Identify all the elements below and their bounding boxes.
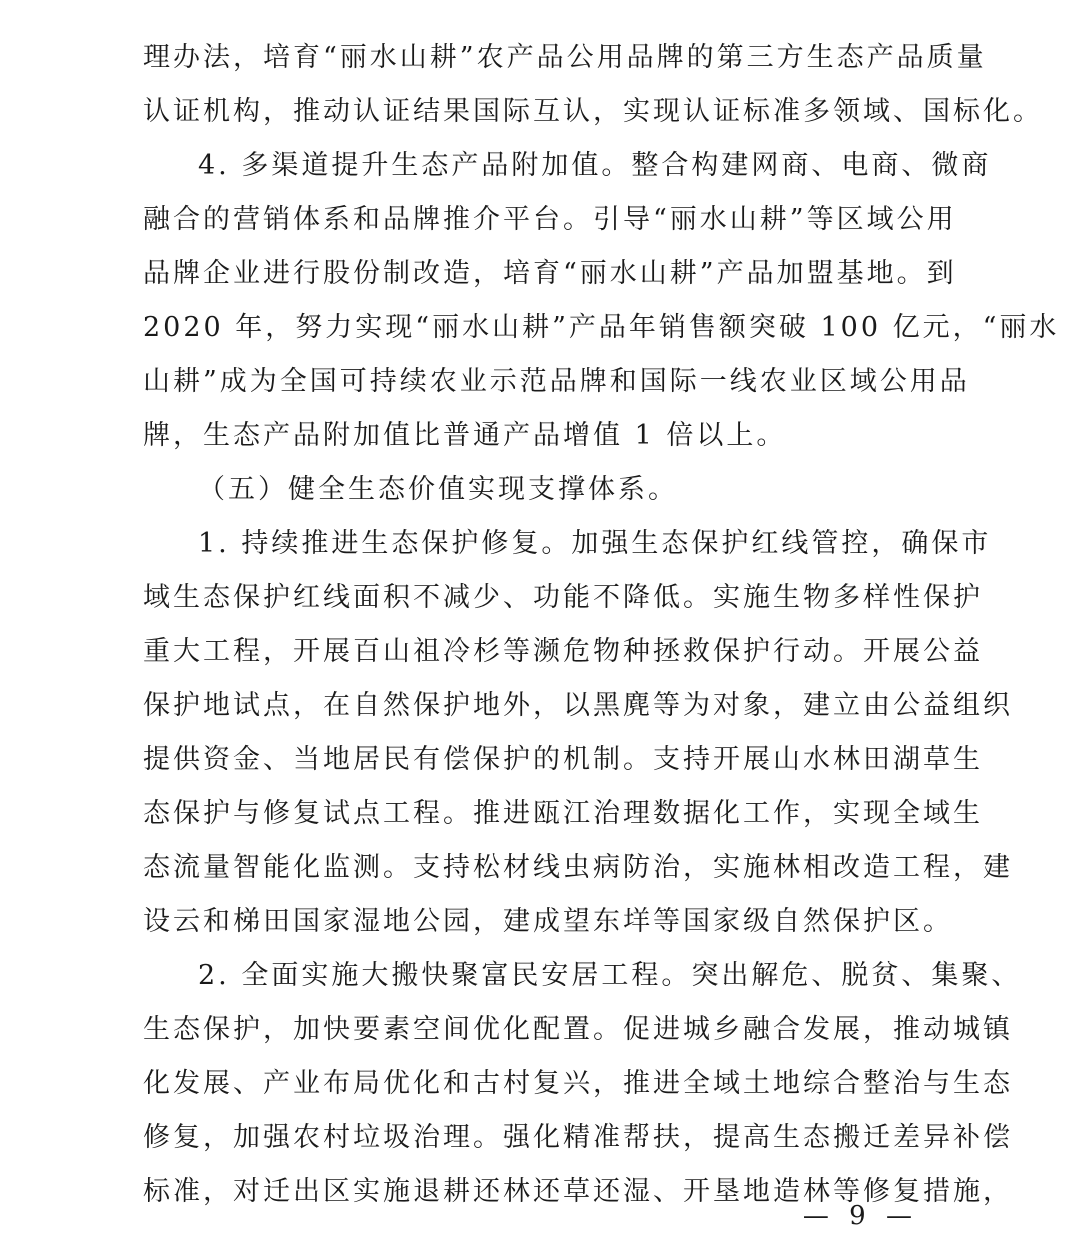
text-line-1: 理办法，培育“丽水山耕”农产品公用品牌的第三方生态产品质量 <box>143 42 987 73</box>
text-line-21: 修复，加强农村垃圾治理。强化精准帮扶，提高生态搬迁差异补偿 <box>143 1122 1013 1153</box>
text-line-15: 态保护与修复试点工程。推进瓯江治理数据化工作，实现全域生 <box>143 798 983 829</box>
text-line-4: 融合的营销体系和品牌推介平台。引导“丽水山耕”等区域公用 <box>143 204 957 235</box>
text-line-11: 域生态保护红线面积不减少、功能不降低。实施生物多样性保护 <box>143 582 983 613</box>
text-line-8: 牌，生态产品附加值比普通产品增值 1 倍以上。 <box>143 420 787 451</box>
text-line-17: 设云和梯田国家湿地公园，建成望东垟等国家级自然保护区。 <box>143 906 953 937</box>
paragraph-heading-2: 2. 全面实施大搬快聚富民安居工程。突出解危、脱贫、集聚、 <box>198 960 1022 991</box>
text-line-5: 品牌企业进行股份制改造，培育“丽水山耕”产品加盟基地。到 <box>143 258 957 289</box>
text-line-20: 化发展、产业布局优化和古村复兴，推进全域土地综合整治与生态 <box>143 1068 1013 1099</box>
text-line-6: 2020 年，努力实现“丽水山耕”产品年销售额突破 100 亿元，“丽水 <box>143 312 1060 343</box>
text-line-13: 保护地试点，在自然保护地外，以黑麂等为对象，建立由公益组织 <box>143 690 1013 721</box>
text-line-2: 认证机构，推动认证结果国际互认，实现认证标准多领域、国标化。 <box>143 96 1043 127</box>
text-line-14: 提供资金、当地居民有偿保护的机制。支持开展山水林田湖草生 <box>143 744 983 775</box>
text-line-7: 山耕”成为全国可持续农业示范品牌和国际一线农业区域公用品 <box>143 366 970 397</box>
text-line-16: 态流量智能化监测。支持松材线虫病防治，实施林相改造工程，建 <box>143 852 1013 883</box>
page-number: — 9 — <box>802 1201 918 1231</box>
section-heading-5: （五）健全生态价值实现支撑体系。 <box>198 474 678 505</box>
paragraph-heading-4: 4. 多渠道提升生态产品附加值。整合构建网商、电商、微商 <box>198 150 992 181</box>
paragraph-heading-1: 1. 持续推进生态保护修复。加强生态保护红线管控，确保市 <box>198 528 992 559</box>
text-line-22: 标准，对迁出区实施退耕还林还草还湿、开垦地造林等修复措施， <box>143 1176 1013 1207</box>
text-line-12: 重大工程，开展百山祖冷杉等濒危物种拯救保护行动。开展公益 <box>143 636 983 667</box>
text-line-19: 生态保护，加快要素空间优化配置。促进城乡融合发展，推动城镇 <box>143 1014 1013 1045</box>
